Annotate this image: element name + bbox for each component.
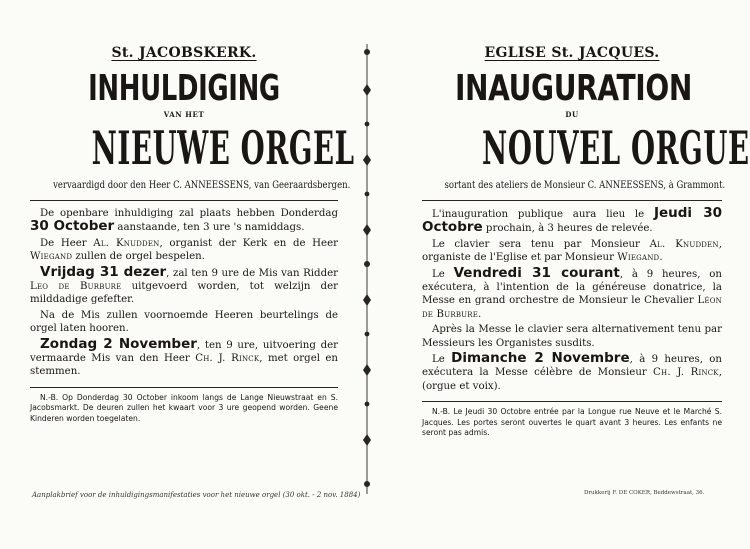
- archive-caption: Aanplakbrief voor de inhuldigingsmanifestaties voor het nieuwe orgel (30 okt. - 2 nov. 1884): [32, 491, 361, 499]
- headline-organ: NOUVEL ORGUE: [482, 121, 750, 175]
- paragraph: L'inauguration publique aura lieu le Jeudi 30 Octobre prochain, à 3 heures de relevée.: [422, 205, 722, 236]
- divider-rule: [30, 200, 338, 201]
- poster-french: [422, 44, 750, 439]
- divider-rule: [422, 200, 722, 201]
- paragraph: De Heer Al. Knudden, organist der Kerk en de Heer Wiegand zullen de orgel bespelen.: [30, 237, 338, 263]
- paragraph: Après la Messe le clavier sera alternativement tenu par Messieurs les Organistes susdits.: [422, 324, 722, 349]
- announcement-body: [30, 207, 338, 379]
- paragraph: Na de Mis zullen voornoemde Heeren beurtelings de orgel laten hooren.: [30, 309, 338, 335]
- paragraph: Vrijdag 31 dezer, zal ten 9 ure de Mis van Ridder Leo de Burbure uitgevoerd worden, tot welzijn der milddadige gefefter.: [30, 263, 338, 306]
- ornamental-divider: [360, 44, 374, 494]
- printer-credit: Drukkerij F. DE COKER, Beddewstraat, 36.: [584, 490, 705, 496]
- headline-connector: VAN HET: [163, 110, 205, 119]
- poster-dutch: [30, 44, 355, 424]
- church-name: St. JACOBSKERK.: [111, 45, 257, 61]
- church-name: EGLISE St. JACQUES.: [484, 45, 660, 61]
- paragraph: Le Vendredi 31 courant, à 9 heures, on exécutera, à l'intention de la généreuse donatrice, la Messe en grand orchestre de Monsieur le Chevalier Léon de Burbure.: [422, 264, 722, 320]
- nota-bene: N.-B. Op Donderdag 30 October inkoom langs de Lange Nieuwstraat en S. Jacobsmarkt. De deuren zullen het kwaart voor 3 ure geopend worden. Geene Kinderen worden toegelaten.: [30, 387, 338, 425]
- organ-maker-line: sortant des ateliers de Monsieur C. ANNEESSENS, à Grammont.: [444, 180, 726, 191]
- organ-maker-line: vervaardigd door den Heer C. ANNEESSENS, van Geeraardsbergen.: [53, 180, 351, 191]
- paragraph: Le Dimanche 2 Novembre, à 9 heures, on exécutera la Messe célèbre de Monsieur Ch. J. Rinck, (orgue et voix).: [422, 350, 722, 392]
- announcement-body: [422, 207, 722, 393]
- paragraph: De openbare inhuldiging zal plaats hebben Donderdag 30 October aanstaande, ten 3 ure 's namiddags.: [30, 208, 338, 235]
- headline-inauguration: INHULDIGING: [88, 68, 280, 109]
- headline-connector: DU: [565, 110, 579, 119]
- headline-inauguration: INAUGURATION: [455, 68, 692, 109]
- paragraph: Le clavier sera tenu par Monsieur Al. Knudden, organiste de l'Eglise et par Monsieur Wiegand.: [422, 238, 722, 264]
- nota-bene: N.-B. Le Jeudi 30 Octobre entrée par la Longue rue Neuve et le Marché S. Jacques. Les portes seront ouvertes le quart avant 3 heures. Les enfants ne seront pas admis.: [422, 401, 722, 439]
- paragraph: Zondag 2 November, ten 9 ure, uitvoering der vermaarde Mis van den Heer Ch. J. Rinck, met orgel en stemmen.: [30, 335, 338, 378]
- headline-organ: NIEUWE ORGEL: [91, 121, 355, 175]
